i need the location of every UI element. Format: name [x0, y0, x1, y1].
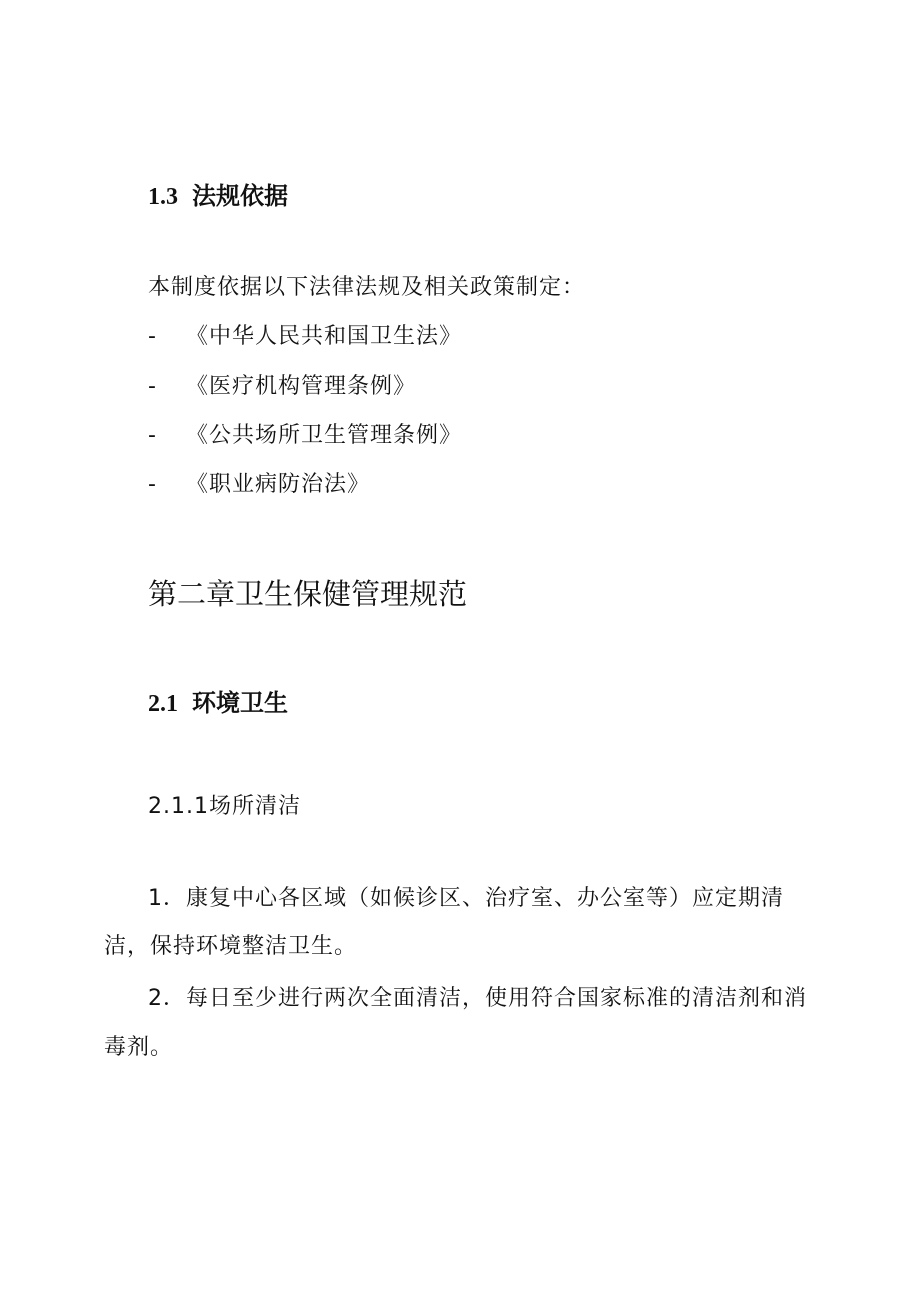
paragraph-line: 2．每日至少进行两次全面清洁，使用符合国家标准的清洁剂和消 — [148, 986, 807, 1011]
intro-paragraph: 本制度依据以下法律法规及相关政策制定： — [148, 275, 586, 300]
list-bullet: - — [148, 472, 157, 497]
list-item-text: 《职业病防治法》 — [186, 472, 371, 497]
section-heading-2-1 — [148, 683, 288, 718]
section-heading-1-3 — [148, 176, 288, 211]
list-item — [148, 369, 416, 400]
list-bullet: - — [148, 423, 157, 448]
section-title: 法规依据 — [192, 182, 288, 210]
list-item-text: 《公共场所卫生管理条例》 — [186, 423, 463, 448]
list-item-text: 《医疗机构管理条例》 — [186, 374, 417, 399]
section-number: 1.3 — [148, 184, 178, 210]
section-number: 2.1 — [148, 691, 178, 717]
paragraph-line: 毒剂。 — [104, 1035, 174, 1060]
list-item — [148, 418, 462, 449]
chapter-heading-2: 第二章卫生保健管理规范 — [148, 577, 468, 611]
subsection-heading-2-1-1: 2.1.1场所清洁 — [148, 794, 301, 819]
list-item-text: 《中华人民共和国卫生法》 — [186, 324, 463, 349]
list-bullet: - — [148, 324, 157, 349]
list-item — [148, 319, 462, 350]
list-item — [148, 467, 370, 498]
section-title: 环境卫生 — [192, 689, 288, 717]
paragraph-line: 1．康复中心各区域（如候诊区、治疗室、办公室等）应定期清 — [148, 886, 784, 911]
paragraph-line: 洁，保持环境整洁卫生。 — [104, 934, 358, 959]
list-bullet: - — [148, 374, 157, 399]
